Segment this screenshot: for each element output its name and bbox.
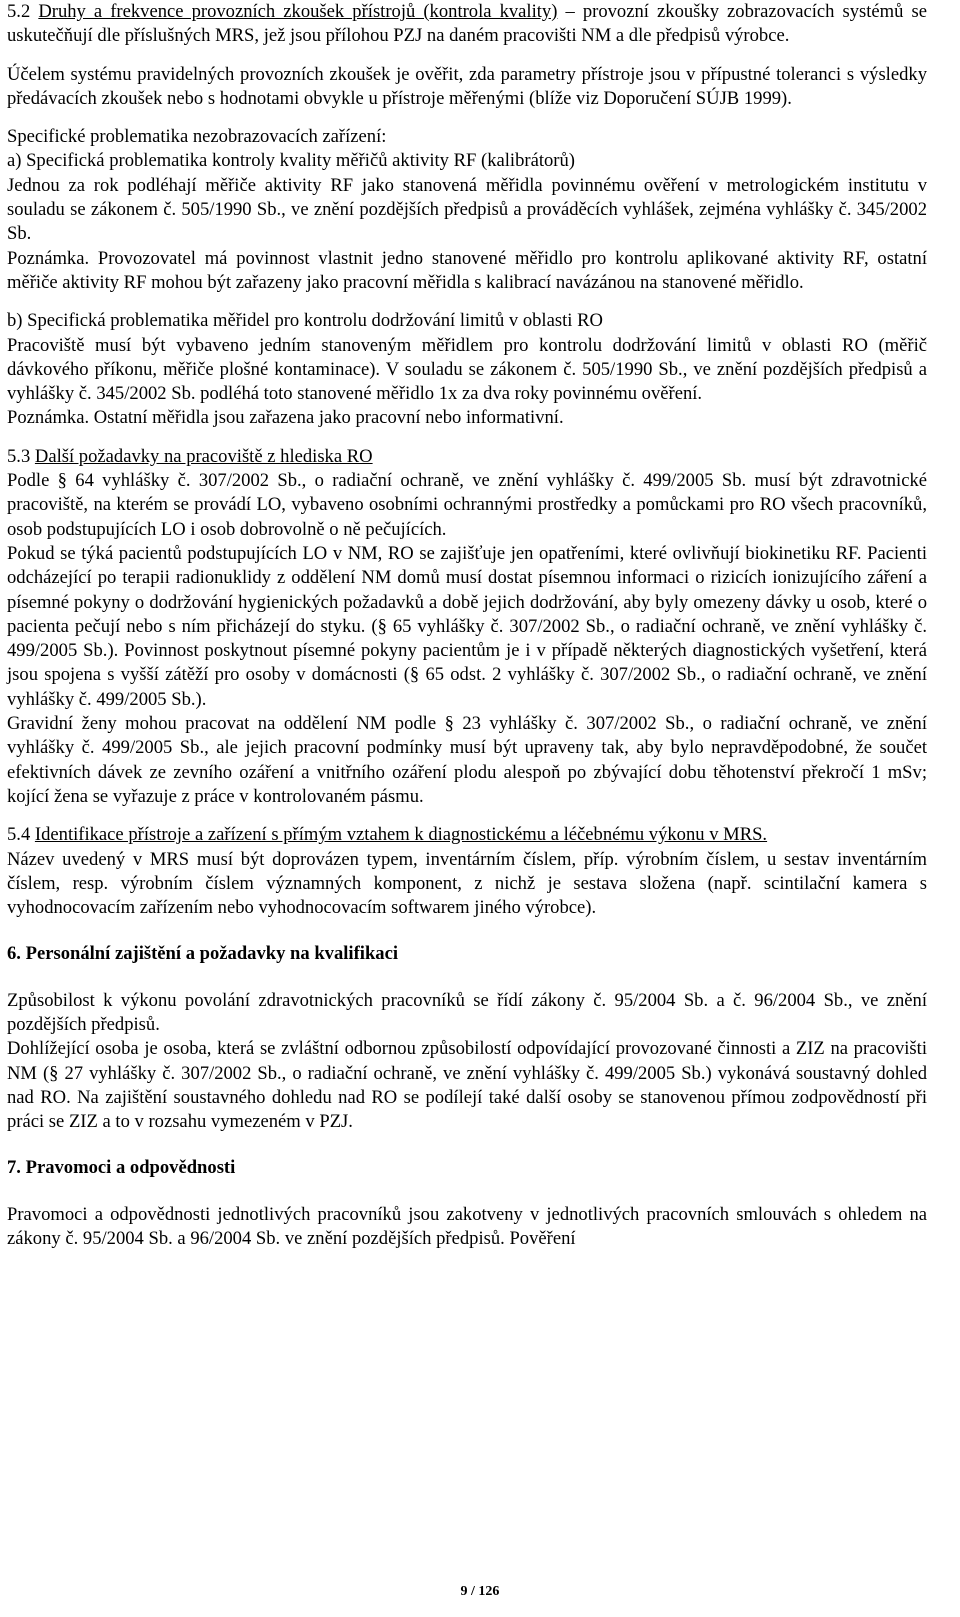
paragraph-5-4: Název uvedený v MRS musí být doprovázen typem, inventárním číslem, příp. výrobním číslem, u sestav inventárním číslem, resp. výrobním číslem významných komponent, z nichž je sestava složena (např. scintilační kamera s vyhodnocovacím zařízením nebo vyhodnocovacím softwarem jiného výrobce).	[7, 848, 927, 919]
paragraph-7: Pravomoci a odpovědnosti jednotlivých pracovníků jsou zakotveny v jednotlivých pracovních smlouvách s ohledem na zákony č. 95/2004 Sb. a 96/2004 Sb. ve znění pozdějších předpisů. Pověření	[7, 1203, 927, 1250]
section-title: Identifikace přístroje a zařízení s přímým vztahem k diagnostickému a léčebnému výkonu v MRS.	[34, 824, 768, 846]
paragraph-5-3-1: Podle § 64 vyhlášky č. 307/2002 Sb., o radiační ochraně, ve znění vyhlášky č. 499/2005 Sb. musí být zdravotnické pracoviště, na kterém se provádí LO, vybaveno osobními ochrannými prostředky a pomůckami pro RO všech pracovníků, osob podstupujících LO i osob dobrovolně o ně pečujících.	[7, 470, 927, 540]
paragraph-5-3-3: Gravidní ženy mohou pracovat na oddělení NM podle § 23 vyhlášky č. 307/2002 Sb., o radiační ochraně, ve znění vyhlášky č. 499/2005 Sb., ale jejich pracovní podmínky musí být upraveny tak, aby bylo nepravděpodobné, že součet efektivních dávek ze zevního ozáření a vnitřního ozáření plodu alespoň po zbývající dobu těhotenství překročí 1 mSv; kojící žena se vyřazuje z práce v kontrolovaném pásmu.	[7, 713, 927, 807]
section-5-2	[7, 0, 927, 49]
page-number: 9 / 126	[460, 1584, 500, 1599]
paragraph-purpose: Účelem systému pravidelných provozních zkoušek je ověřit, zda parametry přístroje jsou v přípustné toleranci s výsledky předávacích zkoušek nebo s hodnotami obvykle u přístroje měřenými (blíže viz Doporučení SÚJB 1999).	[7, 63, 927, 109]
paragraph-specific-heading: Specifické problematika nezobrazovacích zařízení:	[7, 126, 387, 148]
subsection-a-body: Jednou za rok podléhají měřiče aktivity RF jako stanovená měřidla povinnému ověření v metrologickém institutu v souladu se zákonem č. 505/1990 Sb., ve znění pozdějších předpisů a prováděcích vyhlášek, zejména vyhlášky č. 345/2002 Sb.	[7, 174, 927, 245]
document-page	[7, 0, 927, 1251]
section-number: 5.3	[7, 445, 31, 467]
subsection-b-body: Pracoviště musí být vybaveno jedním stanoveným měřidlem pro kontrolu dodržování limitů v oblasti RO (měřič dávkového příkonu, měřiče plošné kontaminace). V souladu se zákonem č. 505/1990 Sb., ve znění pozdějších předpisů a vyhlášky č. 345/2002 Sb. podléhá toto stanovené měřidlo 1x za dva roky povinnému ověření.	[7, 334, 927, 405]
subsection-a-note: Poznámka. Provozovatel má povinnost vlastnit jedno stanovené měřidlo pro kontrolu aplikované aktivity RF, ostatní měřiče aktivity RF mohou být zařazeny jako pracovní měřidla s kalibrací navázánou na stanovené měřidlo.	[7, 247, 927, 293]
section-5-4-heading	[7, 823, 927, 847]
section-title: Další požadavky na pracoviště z hlediska RO	[34, 445, 373, 467]
paragraph-6-2: Dohlížející osoba je osoba, která se zvláštní odbornou způsobilostí odpovídající provozované činnosti a ZIZ na pracovišti NM (§ 27 vyhlášky č. 307/2002 Sb., o radiační ochraně, ve znění vyhlášky č. 499/2005 Sb.) vykonává soustavný dohled nad RO. Na zajištění soustavného dohledu nad RO se podílejí také další osoby se stanovenou přímou zodpovědností při práci se ZIZ a to v rozsahu vymezeném v PZJ.	[7, 1038, 927, 1133]
paragraph-6-1: Způsobilost k výkonu povolání zdravotnických pracovníků se řídí zákony č. 95/2004 Sb. a č. 96/2004 Sb., ve znění pozdějších předpisů.	[7, 989, 927, 1035]
subsection-a-title: a) Specifická problematika kontroly kvality měřičů aktivity RF (kalibrátorů)	[7, 150, 575, 172]
subsection-b-note: Poznámka. Ostatní měřidla jsou zařazena jako pracovní nebo informativní.	[7, 407, 564, 429]
heading-section-7: 7. Pravomoci a odpovědnosti	[7, 1157, 236, 1179]
section-number: 5.4	[7, 824, 31, 846]
paragraph-5-3-2: Pokud se týká pacientů podstupujících LO v NM, RO se zajišťuje jen opatřeními, které ovlivňují biokinetiku RF. Pacienti odcházející po terapii radionuklidy z oddělení NM domů musí dostat písemnou informaci o rizicích ionizujícího záření a písemné pokyny o dodržování hygienických požadavků a době jejich dodržování, aby byly omezeny dávky u osob, které o pacienta pečují nebo s ním přicházejí do styku. (§ 65 vyhlášky č. 307/2002 Sb., o radiační ochraně, ve znění vyhlášky č. 499/2005 Sb.). Povinnost poskytnout písemné pokyny pacientům je i v případě některých diagnostických vyšetření, která jsou spojena s vyšší zátěží pro osoby v domácnosti (§ 65 odst. 2 vyhlášky č. 307/2002 Sb., o radiační ochraně, ve znění vyhlášky č. 499/2005 Sb.).	[7, 542, 927, 710]
section-title: Druhy a frekvence provozních zkoušek přístrojů (kontrola kvality)	[38, 1, 558, 22]
subsection-b-title: b) Specifická problematika měřidel pro kontrolu dodržování limitů v oblasti RO	[7, 310, 603, 332]
section-5-3-heading	[7, 445, 927, 469]
section-number: 5.2	[7, 1, 31, 22]
section-intro: – provozní zkoušky zobrazovacích systémů se uskutečňují dle příslušných MRS, jež jsou přílohou PZJ na daném pracovišti NM a dle předpisů výrobce.	[7, 1, 927, 47]
heading-section-6: 6. Personální zajištění a požadavky na kvalifikaci	[7, 943, 399, 965]
